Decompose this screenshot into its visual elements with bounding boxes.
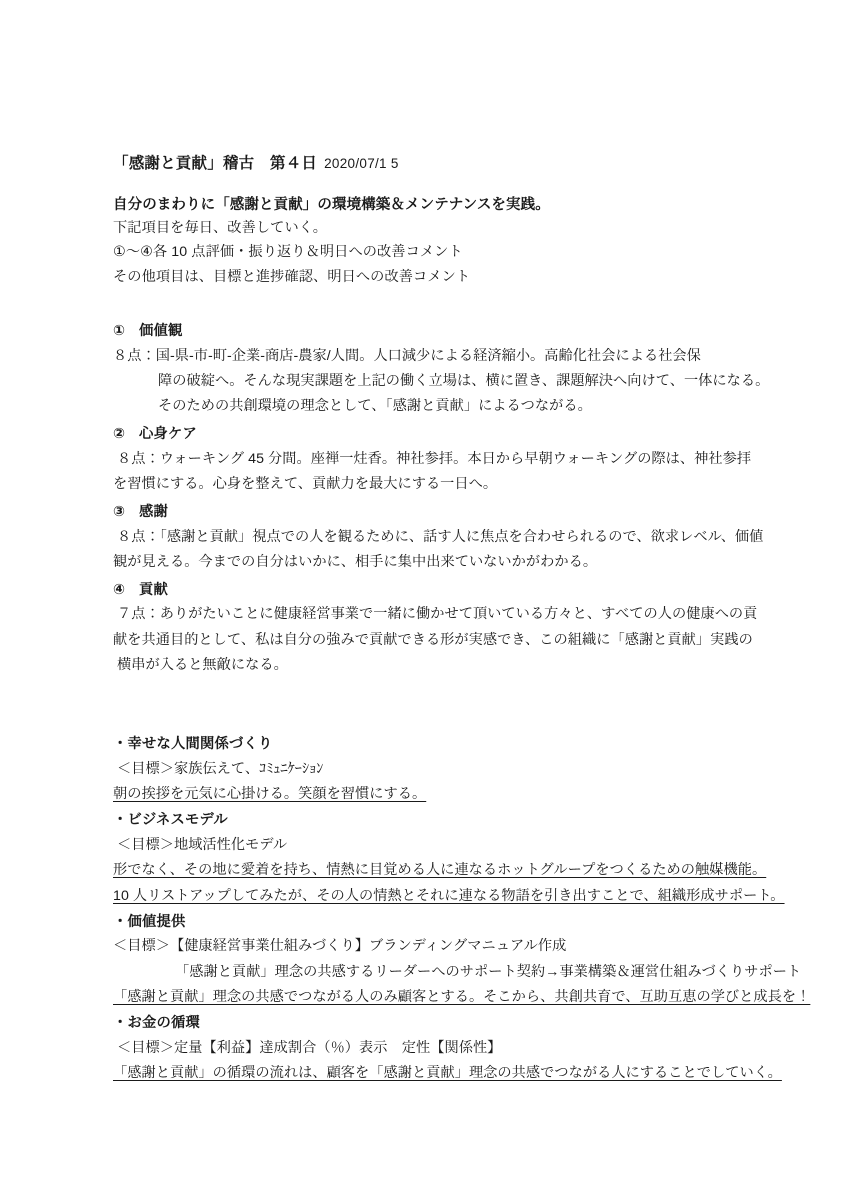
body-line: を習慣にする。心身を整えて、貢献力を最大にする一日へ。 — [113, 476, 498, 493]
goal-section-heading: ・ビジネスモデル — [113, 812, 228, 829]
scored-item — [113, 578, 758, 678]
body-line: ８点：国-県-市-町-企業-商店-農家/人間。人口減少による経済縮小。高齢化社会による社会保 — [113, 347, 701, 364]
scored-item-body — [113, 344, 770, 420]
lead-line-3: その他項目は、目標と進捗確認、明日への改善コメント — [113, 268, 471, 285]
scored-item-heading — [113, 500, 738, 524]
lead-bold-line: 自分のまわりに「感謝と貢献」の環境構築＆メンテナンスを実践。 — [113, 197, 550, 214]
goal-section — [113, 910, 811, 1010]
goal-note-line: 形でなく、その地に愛着を持ち、情熱に目覚める人に連なるホットグループをつくるための触媒機能。 — [113, 862, 767, 879]
lead-line-2: ①〜④各 10 点評価・振り返り＆明日への改善コメント — [113, 244, 463, 261]
scored-item-body — [113, 525, 764, 576]
scored-item-label: 心身ケア — [139, 426, 197, 443]
scored-item-heading — [113, 422, 738, 446]
body-line: 障の破綻へ。そんな現実課題を上記の働く立場は、横に置き、課題解決へ向けて、一体になる。 — [158, 372, 770, 389]
scored-item — [113, 500, 764, 575]
goal-target-line: ＜目標＞地域活性化モデル — [117, 837, 288, 854]
goal-target-line: ＜目標＞定量【利益】達成割合（％）表示 定性【関係性】 — [117, 1039, 502, 1056]
goal-sections-list — [113, 732, 811, 1086]
goal-target-line: ＜目標＞【健康経営事業仕組みづくり】ブランディングマニュアル作成 — [113, 938, 567, 955]
goal-note-line: 10 人リストアップしてみたが、その人の情熱とそれに連なる物語を引き出すことで、組織形成サポート。 — [113, 887, 785, 904]
scored-item-number: ③ — [113, 504, 126, 521]
lead-line-1: 下記項目を毎日、改善していく。 — [113, 220, 328, 237]
body-line: そのための共創環境の理念として、「感謝と貢献」によるつながる。 — [158, 398, 592, 415]
body-line: 観が見える。今までの自分はいかに、相手に集中出来ていないかがわかる。 — [113, 553, 598, 570]
scored-item-heading — [113, 578, 738, 602]
goal-section-heading: ・幸せな人間関係づくり — [113, 736, 273, 753]
goal-section-heading: ・お金の循環 — [113, 1015, 200, 1032]
scored-item-heading — [113, 319, 738, 343]
goal-note-line: 朝の挨拶を元気に心掛ける。笑顔を習慣にする。 — [113, 786, 427, 803]
goal-section — [113, 1011, 782, 1086]
lead-block — [113, 194, 738, 289]
body-line: ７点：ありがたいことに健康経営事業で一緒に働かせて頂いている方々と、すべての人の健康への貢 — [117, 606, 758, 623]
scored-item — [113, 422, 752, 497]
scored-item-number: ① — [113, 323, 126, 340]
page-title-date: 2020/07/1 5 — [324, 156, 399, 171]
page-title-text: 「感謝と貢献」稽古 第４日 — [113, 155, 318, 172]
goal-section — [113, 732, 738, 807]
page-title — [113, 152, 738, 176]
scored-item-body — [113, 447, 752, 498]
scored-item-body — [113, 602, 758, 678]
section-spacer — [113, 681, 738, 706]
goal-note-line: 「感謝と貢献」理念の共感でつながる人のみ顧客とする。そこから、共創共育で、互助互恵の学びと成長を！ — [113, 989, 811, 1006]
body-line: 横串が入ると無敵になる。 — [117, 657, 288, 674]
body-line: ８点：ウォーキング 45 分間。座禅一炷香。神社参拝。本日から早朝ウォーキングの際は、神社参拝 — [117, 450, 752, 467]
goal-section — [113, 808, 785, 908]
scored-item-number: ④ — [113, 582, 126, 599]
goal-target-line: ＜目標＞家族伝えて、ｺﾐｭﾆｹｰｼｮﾝ — [117, 760, 324, 777]
scored-item-label: 感謝 — [139, 504, 168, 521]
scored-item — [113, 319, 770, 419]
goal-note-line: 「感謝と貢献」の循環の流れは、顧客を「感謝と貢献」理念の共感でつながる人にすることでしていく。 — [113, 1065, 782, 1082]
goal-sub-line: 「感謝と貢献」理念の共感するリーダーへのサポート契約→事業構築＆運営仕組みづくりサポート — [175, 963, 802, 980]
scored-item-label: 貢献 — [139, 582, 168, 599]
scored-item-number: ② — [113, 426, 126, 443]
goal-section-heading: ・価値提供 — [113, 913, 186, 930]
body-line: ８点：「感謝と貢献」視点での人を観るために、話す人に焦点を合わせられるので、欲求レベル、価値 — [117, 528, 764, 545]
scored-items-list — [113, 319, 770, 678]
body-line: 献を共通目的として、私は自分の強みで貢献できる形が実感でき、この組織に「感謝と貢献」実践の — [113, 631, 753, 648]
scored-item-label: 価値観 — [139, 323, 183, 340]
